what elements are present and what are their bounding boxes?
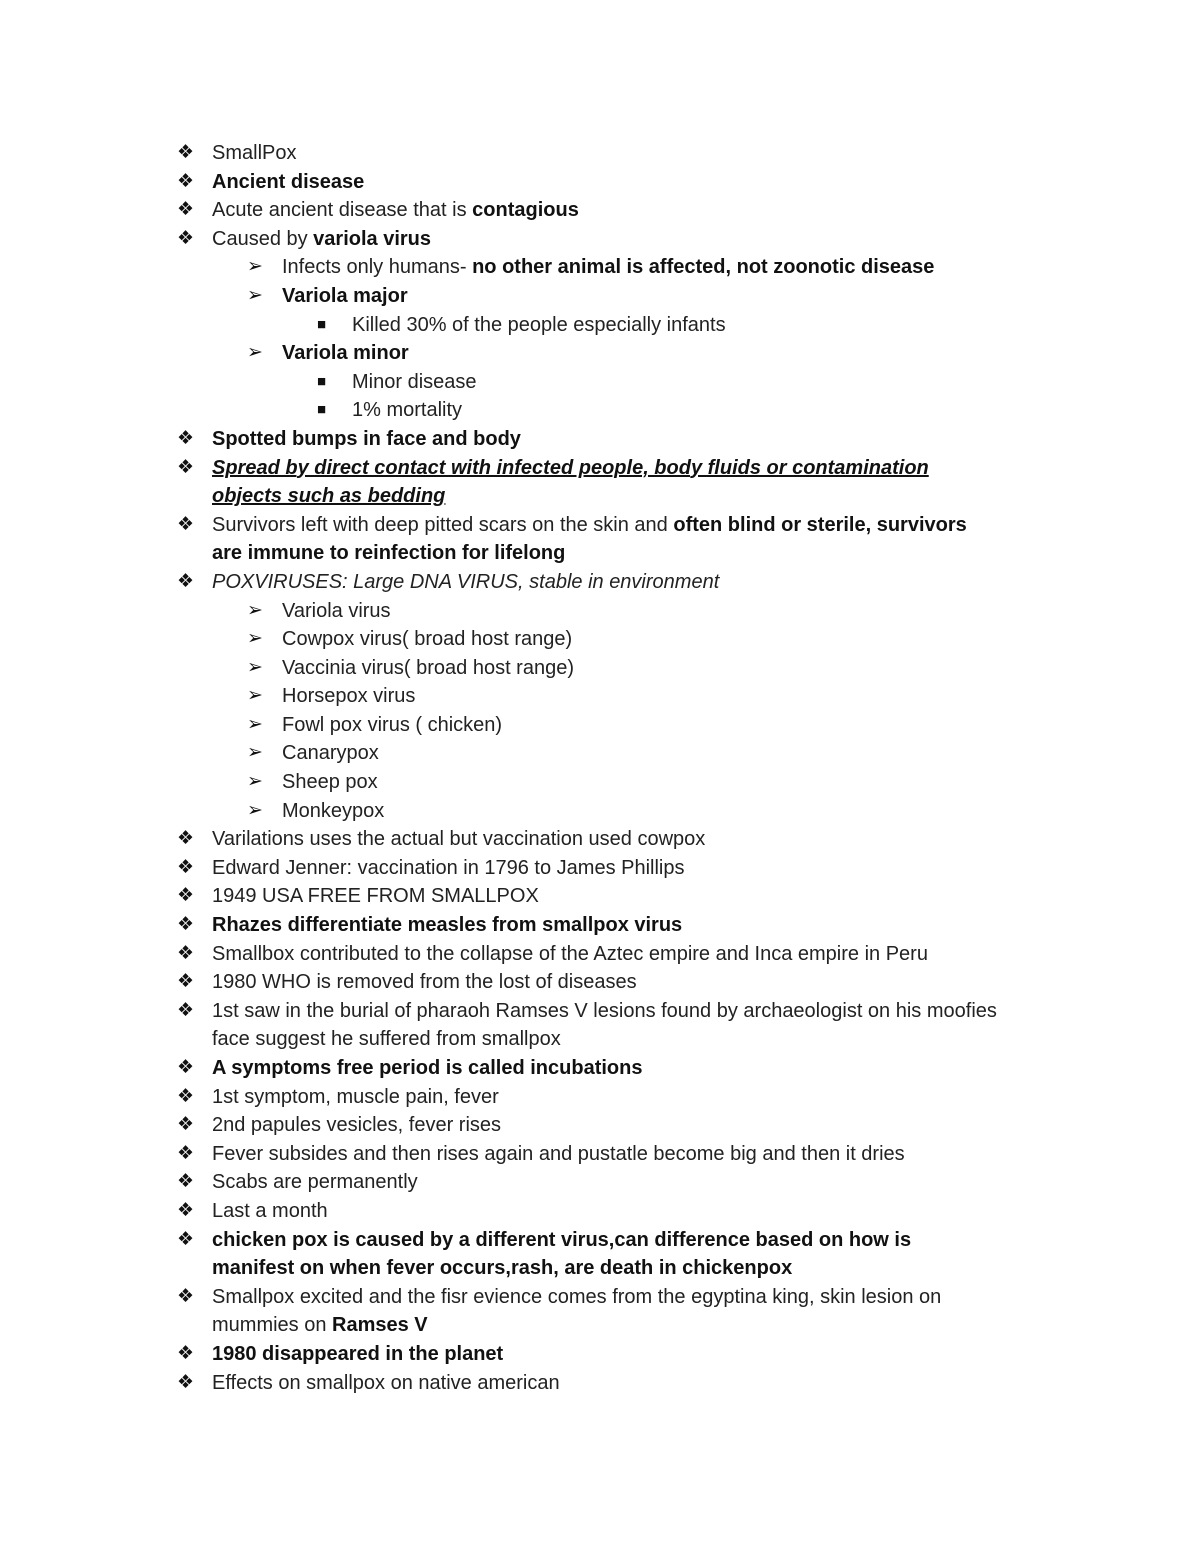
list-item-text	[212, 542, 565, 564]
list-item-text	[352, 399, 462, 421]
list-item	[0, 253, 1200, 282]
list-item-text	[212, 1200, 328, 1222]
list-item	[0, 625, 1200, 654]
list-item	[0, 711, 1200, 740]
list-item-text	[212, 1086, 499, 1108]
list-item-text	[212, 428, 521, 450]
bullet-icon: ❖	[177, 1171, 195, 1193]
list-item-text	[212, 828, 705, 850]
bullet-icon: ❖	[177, 427, 195, 449]
text-segment: manifest on when fever occurs,rash, are death in chickenpox	[212, 1257, 793, 1280]
list-item-text	[212, 1143, 905, 1165]
list-item	[0, 854, 1200, 883]
text-segment: Spotted bumps in face and body	[212, 427, 521, 450]
text-segment: 1st symptom, muscle pain, fever	[212, 1085, 499, 1108]
bullet-icon: ❖	[177, 1285, 195, 1307]
list-item-text	[212, 571, 719, 593]
text-segment: 1949 USA FREE FROM SMALLPOX	[212, 885, 539, 908]
bullet-icon: ■	[317, 401, 327, 419]
text-segment: Varilations uses the actual but vaccination used cowpox	[212, 828, 706, 851]
bullet-icon: ❖	[177, 914, 195, 936]
list-item	[0, 225, 1200, 254]
text-segment: SmallPox	[212, 142, 297, 164]
list-item	[0, 654, 1200, 683]
text-segment: Effects on smallpox on native american	[212, 1371, 560, 1394]
bullet-icon: ➢	[247, 713, 263, 735]
text-segment: often blind or sterile, survivors	[673, 513, 967, 536]
bullet-icon: ❖	[177, 513, 195, 535]
text-segment: Ancient disease	[212, 170, 365, 193]
text-segment: face suggest he suffered from smallpox	[212, 1028, 561, 1051]
bullet-icon: ❖	[177, 170, 195, 192]
list-item	[0, 1054, 1200, 1083]
list-item-text	[282, 742, 379, 764]
text-segment: Variola virus	[282, 599, 391, 622]
text-segment: Smallpox excited and the fisr evience comes from the egyptina king, skin lesion on	[212, 1285, 942, 1308]
text-segment: mummies on	[212, 1314, 333, 1337]
list-item-text	[212, 1257, 792, 1279]
bullet-icon: ❖	[177, 1199, 195, 1221]
list-item	[0, 168, 1200, 197]
text-segment: Ramses V	[332, 1314, 428, 1337]
text-segment: Acute ancient disease that is	[212, 199, 473, 222]
list-item	[0, 196, 1200, 225]
list-item	[0, 911, 1200, 940]
list-item-text	[282, 800, 384, 822]
list-item	[0, 997, 1200, 1026]
list-item-text	[282, 657, 574, 679]
list-item-text	[212, 1372, 560, 1394]
list-item	[0, 568, 1200, 597]
list-item	[0, 968, 1200, 997]
text-segment: Last a month	[212, 1199, 328, 1222]
text-segment: Variola minor	[282, 342, 409, 365]
list-item-text	[212, 142, 296, 164]
text-segment: Caused by	[212, 227, 314, 250]
text-segment: Minor disease	[352, 370, 477, 393]
bullet-icon: ➢	[247, 742, 263, 764]
text-segment: Infects only humans-	[282, 256, 473, 279]
list-item	[0, 797, 1200, 826]
text-segment: variola virus	[313, 227, 432, 250]
list-item-text	[212, 1286, 941, 1308]
list-item	[0, 1140, 1200, 1169]
text-segment: 2nd papules vesicles, fever rises	[212, 1114, 502, 1137]
list-item-text	[212, 199, 579, 221]
list-item-continuation	[0, 1025, 1200, 1054]
bullet-icon: ➢	[247, 628, 263, 650]
list-item-text	[282, 714, 502, 736]
list-item-text	[212, 457, 929, 479]
bullet-icon: ❖	[177, 1228, 195, 1250]
bullet-icon: ❖	[177, 456, 195, 478]
bullet-icon: ❖	[177, 999, 195, 1021]
list-item-text	[212, 171, 364, 193]
bullet-icon: ❖	[177, 142, 195, 163]
text-segment: Sheep pox	[282, 771, 378, 794]
text-segment: Killed 30% of the people especially infants	[352, 313, 726, 336]
bullet-icon: ➢	[247, 685, 263, 707]
bullet-icon: ❖	[177, 199, 195, 221]
text-segment: Rhazes differentiate measles from smallpox virus	[212, 914, 683, 937]
bullet-icon: ❖	[177, 828, 195, 850]
list-item-text	[212, 1171, 418, 1193]
list-item-text	[212, 1229, 911, 1251]
text-segment: 1980 disappeared in the planet	[212, 1342, 504, 1365]
list-item-text	[212, 857, 684, 879]
list-item-text	[212, 1114, 501, 1136]
bullet-icon: ❖	[177, 570, 195, 592]
text-segment: Edward Jenner: vaccination in 1796 to James Phillips	[212, 856, 685, 879]
bullet-icon: ■	[317, 315, 327, 333]
list-item-text	[212, 514, 967, 536]
list-item	[0, 368, 1200, 397]
bullet-icon: ❖	[177, 1142, 195, 1164]
list-item-text	[282, 256, 934, 278]
list-item-text	[352, 371, 477, 393]
text-segment: Scabs are permanently	[212, 1171, 418, 1194]
bullet-icon: ❖	[177, 942, 195, 964]
bullet-icon: ➢	[247, 799, 263, 821]
text-segment: Smallbox contributed to the collapse of the Aztec empire and Inca empire in Peru	[212, 942, 928, 965]
list-item-text	[212, 1028, 561, 1050]
bullet-icon: ■	[317, 372, 327, 390]
bullet-icon: ❖	[177, 856, 195, 878]
list-item	[0, 1197, 1200, 1226]
list-item-text	[282, 628, 572, 650]
list-item	[0, 825, 1200, 854]
list-item-text	[212, 943, 928, 965]
list-item-text	[352, 314, 726, 336]
list-item-text	[282, 285, 408, 307]
bullet-icon: ❖	[177, 885, 195, 907]
list-item	[0, 597, 1200, 626]
text-segment: Variola major	[282, 284, 408, 307]
bullet-icon: ➢	[247, 256, 263, 278]
text-segment: 1980 WHO is removed from the lost of diseases	[212, 971, 637, 994]
text-segment: Horsepox virus	[282, 685, 416, 708]
list-item-text	[212, 1057, 642, 1079]
text-segment: contagious	[472, 199, 579, 222]
list-item-continuation	[0, 539, 1200, 568]
bullet-icon: ➢	[247, 656, 263, 678]
list-item	[0, 1369, 1200, 1398]
text-segment: Monkeypox	[282, 799, 385, 822]
text-segment: Spread by direct contact with infected people, body fluids or contamination	[212, 456, 929, 479]
text-segment: 1% mortality	[352, 399, 463, 422]
bullet-icon: ❖	[177, 227, 195, 249]
list-item	[0, 768, 1200, 797]
list-item-continuation	[0, 1254, 1200, 1283]
list-item	[0, 511, 1200, 540]
text-segment: Vaccinia virus( broad host range)	[282, 656, 574, 679]
text-segment: Fever subsides and then rises again and pustatle become big and then it dries	[212, 1142, 905, 1165]
list-item	[0, 139, 1200, 168]
list-item	[0, 282, 1200, 311]
bullet-icon: ➢	[247, 284, 263, 306]
list-item-text	[212, 971, 637, 993]
text-segment: 1st saw in the burial of pharaoh Ramses V lesions found by archaeologist on his moofies	[212, 999, 997, 1022]
text-segment: Fowl pox virus ( chicken)	[282, 713, 503, 736]
list-item-text	[212, 1000, 997, 1022]
text-segment: no other animal is affected, not zoonotic disease	[472, 256, 935, 279]
text-segment: POXVIRUSES: Large DNA VIRUS, stable in environment	[212, 570, 720, 593]
list-item-text	[212, 885, 539, 907]
list-item	[0, 882, 1200, 911]
list-item-text	[282, 342, 409, 364]
list-item	[0, 1083, 1200, 1112]
list-item	[0, 940, 1200, 969]
list-item-text	[212, 1343, 503, 1365]
list-item	[0, 1340, 1200, 1369]
list-item	[0, 396, 1200, 425]
bullet-icon: ❖	[177, 1371, 195, 1393]
bullet-icon: ➢	[247, 342, 263, 364]
document-page	[0, 139, 1200, 1397]
list-item	[0, 1226, 1200, 1255]
list-item-text	[212, 228, 431, 250]
list-item-continuation	[0, 1311, 1200, 1340]
list-item-text	[212, 485, 445, 507]
list-item-text	[282, 685, 415, 707]
list-item	[0, 339, 1200, 368]
bullet-icon: ➢	[247, 771, 263, 793]
list-item	[0, 454, 1200, 483]
list-item	[0, 311, 1200, 340]
text-segment: objects such as bedding	[212, 485, 446, 508]
list-item	[0, 1111, 1200, 1140]
list-item-continuation	[0, 482, 1200, 511]
bullet-icon: ➢	[247, 599, 263, 621]
list-item	[0, 1168, 1200, 1197]
list-item	[0, 1283, 1200, 1312]
text-segment: chicken pox is caused by a different virus,can difference based on how is	[212, 1228, 912, 1251]
list-item-text	[212, 914, 682, 936]
list-item-text	[282, 771, 378, 793]
text-segment: Survivors left with deep pitted scars on the skin and	[212, 513, 674, 536]
list-item	[0, 425, 1200, 454]
bullet-icon: ❖	[177, 1085, 195, 1107]
bullet-icon: ❖	[177, 971, 195, 993]
bullet-icon: ❖	[177, 1114, 195, 1136]
text-segment: are immune to reinfection for lifelong	[212, 542, 566, 565]
text-segment: Cowpox virus( broad host range)	[282, 628, 573, 651]
list-item-text	[212, 1314, 428, 1336]
bullet-icon: ❖	[177, 1057, 195, 1078]
list-item-text	[282, 600, 391, 622]
text-segment: A symptoms free period is called incubations	[212, 1057, 643, 1079]
bullet-icon: ❖	[177, 1342, 195, 1364]
list-item	[0, 682, 1200, 711]
text-segment: Canarypox	[282, 742, 379, 765]
list-item	[0, 739, 1200, 768]
